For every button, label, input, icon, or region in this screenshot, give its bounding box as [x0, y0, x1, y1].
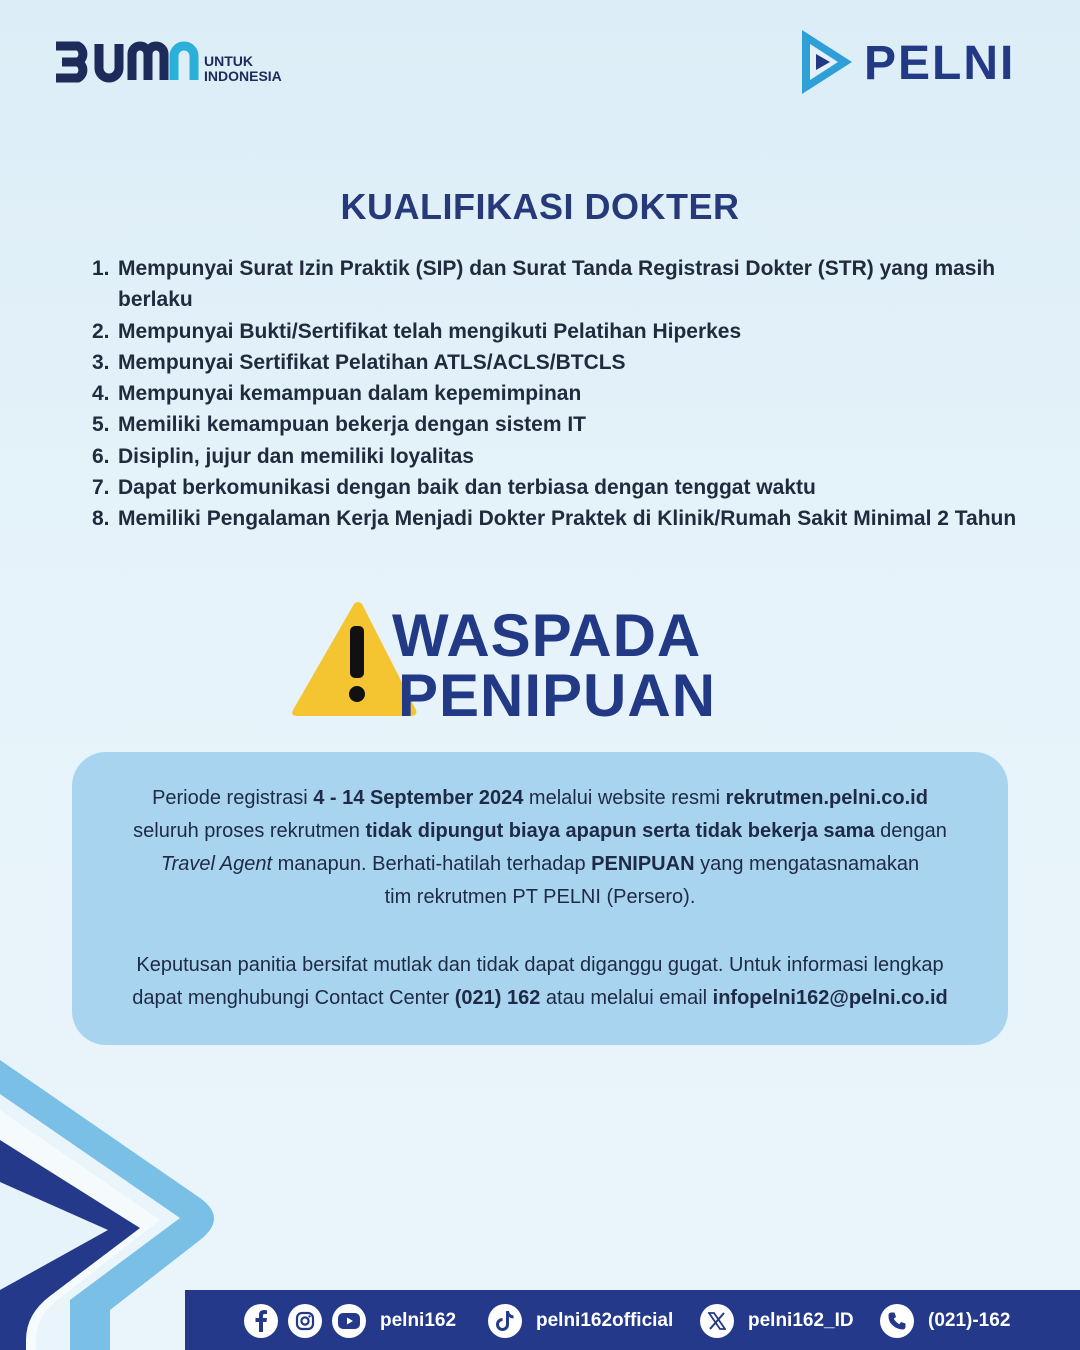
list-item-number: 1. [92, 257, 110, 280]
bumn-wordmark-graphic [54, 40, 199, 84]
info-text: Periode registrasi [152, 787, 314, 809]
social-group-phone [880, 1303, 1010, 1339]
info-text: melalui website resmi [523, 787, 726, 809]
list-item-text: Disiplin, jujur dan memiliki loyalitas [118, 444, 474, 468]
contact-info [92, 949, 988, 1015]
list-item-number: 5. [92, 413, 110, 437]
warning-title-line2: PENIPUAN [398, 662, 717, 729]
x-icon[interactable] [700, 1304, 734, 1338]
list-item-text: Memiliki kemampuan bekerja dengan sistem IT [118, 413, 586, 437]
social-group-tiktok [488, 1303, 673, 1339]
social-handle-pelni162[interactable]: pelni162 [380, 1310, 457, 1331]
contact-email: infopelni162@pelni.co.id [712, 987, 948, 1009]
official-website: rekrutmen.pelni.co.id [725, 787, 928, 809]
list-item-number: 2. [92, 319, 110, 343]
list-item-number: 4. [92, 382, 110, 406]
list-item-number: 7. [92, 476, 110, 500]
qualification-list [92, 253, 1022, 535]
info-emphasis: PENIPUAN [591, 853, 695, 875]
registration-period: 4 - 14 September 2024 [313, 787, 524, 809]
instagram-icon[interactable] [288, 1304, 322, 1338]
list-item-text: Mempunyai Sertifikat Pelatihan ATLS/ACLS/BTCLS [118, 350, 626, 374]
contact-phone-label[interactable]: (021)-162 [928, 1310, 1011, 1331]
list-item-text: Mempunyai Surat Izin Praktik (SIP) dan Surat Tanda Registrasi Dokter (STR) yang masih berlaku [118, 257, 996, 312]
list-item [92, 253, 1022, 316]
social-handle-tiktok[interactable]: pelni162official [536, 1310, 674, 1331]
info-text: atau melalui email [540, 987, 713, 1009]
warning-title-line1: WASPADA [392, 602, 702, 669]
list-item-text: Mempunyai kemampuan dalam kepemimpinan [118, 382, 582, 406]
facebook-icon[interactable] [244, 1304, 278, 1338]
pelni-logo [800, 28, 1040, 98]
info-text: manapun. Berhati-hatilah terhadap [272, 853, 592, 875]
info-italic: Travel Agent [160, 853, 273, 875]
bumn-tagline-line1: UNTUK [204, 53, 253, 69]
list-item [92, 409, 1022, 440]
bumn-tagline [204, 54, 282, 84]
page-title: KUALIFIKASI DOKTER [340, 186, 740, 227]
list-item [92, 503, 1022, 534]
social-handle-x[interactable]: pelni162_ID [748, 1310, 854, 1331]
registration-info [92, 782, 988, 914]
bumn-logo [54, 40, 294, 90]
tiktok-icon[interactable] [488, 1304, 522, 1338]
list-item [92, 472, 1022, 503]
list-item [92, 378, 1022, 409]
list-item [92, 441, 1022, 472]
info-text: tim rekrutmen PT PELNI (Persero). [384, 886, 696, 908]
youtube-icon[interactable] [332, 1304, 366, 1338]
info-emphasis: tidak dipungut biaya apapun serta tidak bekerja sama [365, 820, 875, 842]
list-item-number: 8. [92, 507, 110, 531]
info-text: yang mengatasnamakan [694, 853, 920, 875]
info-text: dapat menghubungi Contact Center [132, 987, 455, 1009]
fraud-warning [290, 598, 750, 729]
pelni-wordmark: PELNI [864, 37, 1016, 90]
info-box [72, 752, 1008, 1045]
info-text: Keputusan panitia bersifat mutlak dan tidak dapat diganggu gugat. Untuk informasi lengkap [136, 954, 944, 976]
contact-phone: (021) 162 [454, 987, 541, 1009]
list-item-number: 3. [92, 350, 110, 374]
social-group-pelni162 [244, 1303, 456, 1339]
list-item [92, 347, 1022, 378]
bumn-tagline-line2: INDONESIA [204, 68, 282, 84]
list-item-text: Memiliki Pengalaman Kerja Menjadi Dokter Praktek di Klinik/Rumah Sakit Minimal 2 Tahun [118, 507, 1017, 531]
list-item [92, 316, 1022, 347]
list-item-number: 6. [92, 444, 110, 468]
pelni-arrow-icon [800, 28, 860, 98]
info-text: dengan [874, 820, 947, 842]
info-text: seluruh proses rekrutmen [133, 820, 366, 842]
social-group-x [700, 1303, 854, 1339]
phone-icon[interactable] [880, 1304, 914, 1338]
list-item-text: Mempunyai Bukti/Sertifikat telah mengikuti Pelatihan Hiperkes [118, 319, 742, 343]
list-item-text: Dapat berkomunikasi dengan baik dan terbiasa dengan tenggat waktu [118, 476, 816, 500]
